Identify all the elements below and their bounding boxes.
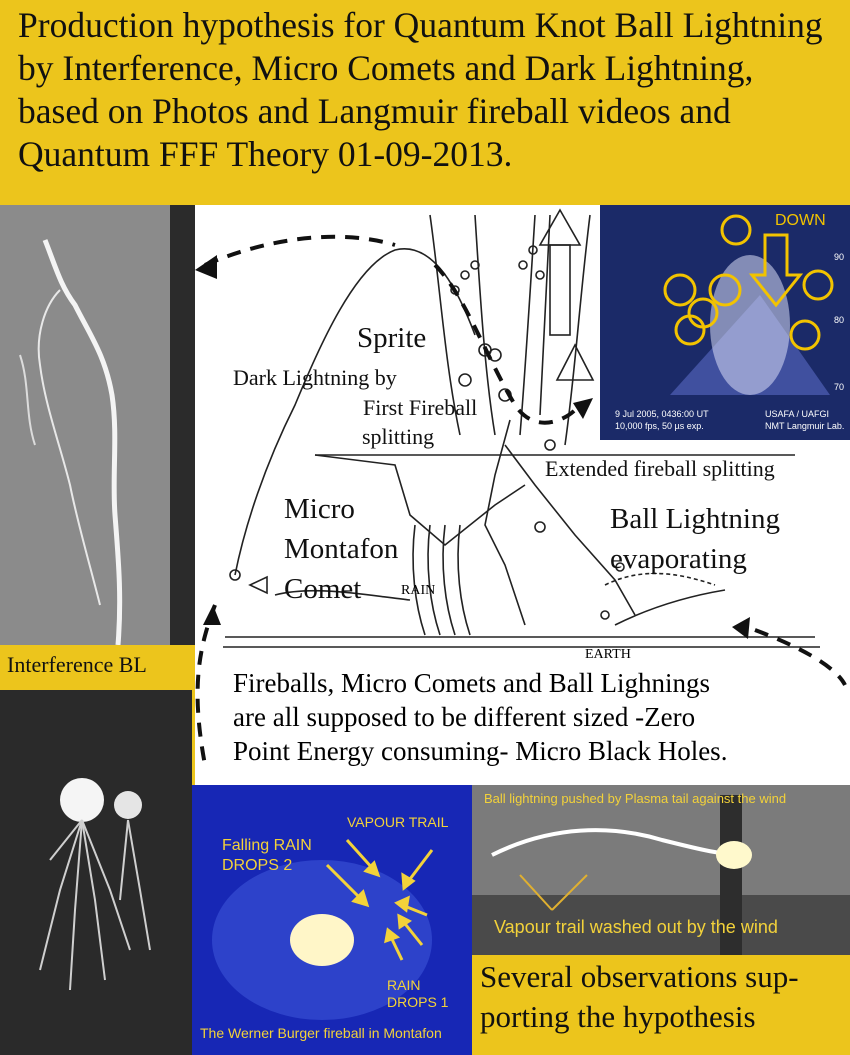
stamp-left-1: 9 Jul 2005, 0436:00 UT	[615, 409, 709, 419]
label-rain: RAIN	[401, 583, 436, 598]
down-label: DOWN	[775, 212, 826, 229]
wind-bottom-caption: Vapour trail washed out by the wind	[494, 917, 778, 937]
label-splitting: splitting	[362, 424, 435, 449]
werner-caption: The Werner Burger fireball in Montafon	[200, 1025, 442, 1041]
page-title: Production hypothesis for Quantum Knot Ball Lightning by Interference, Micro Comets and Dark Lightning, based on Photos and Langmuir fireball videos and Quantum FFF Theory 01-09-2013.	[18, 5, 823, 174]
label-dark-lightning: Dark Lightning by	[233, 365, 397, 390]
falling-rain-label-1: Falling RAIN	[222, 837, 312, 854]
label-ball-lightning: Ball Lightning	[610, 503, 780, 535]
langmuir-video-frame	[600, 205, 850, 440]
scale-70: 70	[834, 382, 845, 392]
scale-90: 90	[834, 252, 845, 262]
stamp-right-2: NMT Langmuir Lab.	[765, 421, 845, 431]
label-comet: Comet	[284, 573, 362, 605]
label-montafon: Montafon	[284, 533, 399, 565]
scale-80: 80	[834, 315, 845, 325]
statement-line-3: Point Energy consuming- Micro Black Holes.	[233, 736, 728, 766]
rain-drops-label-1: RAIN	[387, 977, 421, 993]
interference-lightning-photo	[0, 205, 195, 645]
label-sprite: Sprite	[357, 322, 427, 354]
label-extended-splitting: Extended fireball splitting	[545, 456, 775, 481]
wind-top-caption: Ball lightning pushed by Plasma tail against the wind	[484, 791, 787, 806]
support-text	[480, 957, 850, 1037]
stamp-left-2: 10,000 fps, 50 µs exp.	[615, 421, 704, 431]
stamp-right-1: USAFA / UAFGI	[765, 409, 830, 419]
statement-line-1: Fireballs, Micro Comets and Ball Lighnings	[233, 668, 710, 698]
werner-burger-photo	[192, 785, 472, 1055]
support-text-line-2: porting the hypothesis	[480, 999, 756, 1034]
vapour-trail-label: VAPOUR TRAIL	[347, 814, 449, 830]
label-micro: Micro	[284, 493, 355, 525]
wind-photo	[472, 785, 850, 955]
rain-drops-label-2: DROPS 1	[387, 994, 449, 1010]
label-earth: EARTH	[585, 647, 631, 662]
statement-line-2: are all supposed to be different sized -Zero	[233, 702, 696, 732]
support-text-line-1: Several observations sup-	[480, 959, 799, 994]
falling-rain-label-2: DROPS 2	[222, 857, 293, 874]
interference-label: Interference BL	[7, 652, 147, 677]
label-first-fireball: First Fireball	[363, 395, 478, 420]
ball-lightning-photo	[0, 690, 192, 1055]
label-evaporating: evaporating	[610, 543, 747, 575]
